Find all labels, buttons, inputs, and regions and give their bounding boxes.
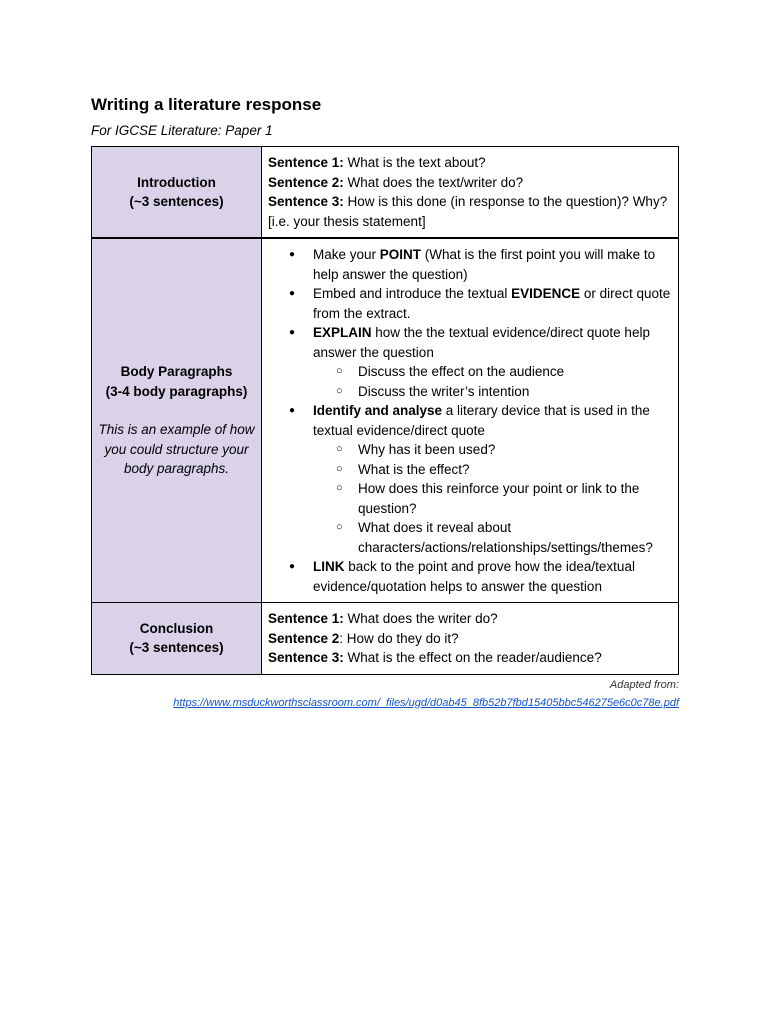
page-subtitle: For IGCSE Literature: Paper 1 — [91, 123, 273, 138]
conclusion-sentence-3 — [268, 648, 672, 668]
bullet-analyse-detail: a literary device that is used in the textual evidence/direct quote — [313, 403, 650, 438]
intro-label-cell — [92, 147, 262, 239]
bullet-evidence-detail: or direct quote from the extract. — [313, 286, 671, 321]
conclusion-row — [92, 603, 679, 675]
conclusion-label: Conclusion — [139, 620, 214, 636]
body-bullet-list — [268, 245, 672, 596]
bullet-explain-detail: how the the textual evidence/direct quote help answer the question — [313, 325, 650, 360]
explain-sub-list — [313, 362, 672, 401]
conclusion-sublabel: (~3 sentences) — [129, 640, 224, 656]
bullet-analyse — [313, 401, 672, 557]
intro-sentence-1 — [268, 153, 672, 173]
intro-sentence-2 — [268, 173, 672, 193]
intro-sentence-3-label: Sentence 3: — [268, 194, 344, 209]
conclusion-sentence-2-label: Sentence 2 — [268, 630, 340, 646]
intro-content-cell — [262, 147, 679, 239]
intro-sentence-1-text: What is the text about? — [343, 155, 486, 170]
conclusion-sentence-2 — [268, 629, 672, 649]
intro-label: Introduction — [137, 174, 216, 190]
analyse-sub-list — [313, 440, 672, 557]
bullet-point — [313, 245, 672, 284]
bullet-point-detail: (What is the first point you will make to help answer the question) — [313, 247, 656, 282]
conclusion-sentence-3-text: What is the effect on the reader/audience? — [343, 650, 602, 665]
conclusion-content-cell — [262, 603, 679, 675]
analyse-sub-item: ○ What is the effect? — [358, 460, 672, 480]
conclusion-label-cell — [92, 603, 262, 675]
bullet-point-keyword: POINT — [379, 247, 422, 262]
conclusion-sentence-1-text: What does the writer do? — [343, 611, 498, 626]
analyse-sub-item: ○ What does it reveal about characters/actions/relationships/settings/themes? — [358, 518, 672, 557]
explain-sub-item: ○ Discuss the writer’s intention — [358, 382, 672, 402]
body-label: Body Paragraphs — [120, 364, 233, 380]
bullet-explain — [313, 323, 672, 401]
page-title: Writing a literature response — [91, 95, 322, 114]
intro-sentence-3 — [268, 192, 672, 231]
body-sublabel: (3-4 body paragraphs) — [105, 383, 248, 399]
conclusion-sentence-1 — [268, 609, 672, 629]
conclusion-sentence-3-label: Sentence 3: — [268, 650, 344, 665]
body-label-cell — [92, 238, 262, 603]
bullet-evidence — [313, 284, 672, 323]
bullet-point-text: Make your — [313, 247, 380, 262]
bullet-evidence-text: Embed and introduce the textual — [313, 286, 512, 301]
body-note: This is an example of how you could structure your body paragraphs. — [98, 422, 255, 477]
intro-sentence-3-text: How is this done (in response to the question)? Why? [i.e. your thesis statement] — [268, 194, 668, 229]
intro-sentence-2-text: What does the text/writer do? — [343, 174, 524, 190]
analyse-sub-item: ○ Why has it been used? — [358, 440, 672, 460]
intro-sublabel: (~3 sentences) — [129, 194, 224, 209]
bullet-evidence-keyword: EVIDENCE — [511, 286, 581, 301]
bullet-explain-keyword: EXPLAIN — [313, 325, 372, 340]
conclusion-sentence-2-text: : How do they do it? — [339, 630, 459, 646]
explain-sub-item: ○ Discuss the effect on the audience — [358, 362, 672, 382]
conclusion-sentence-1-label: Sentence 1: — [268, 611, 344, 626]
intro-row — [92, 147, 679, 239]
intro-sentence-2-label: Sentence 2: — [268, 174, 344, 190]
intro-sentence-1-label: Sentence 1: — [268, 155, 344, 170]
adapted-from-label: Adapted from: — [609, 678, 679, 691]
bullet-analyse-keyword: Identify and analyse — [313, 403, 443, 418]
source-link[interactable]: https://www.msduckworthsclassroom.com/_files/ugd/d0ab45_8fb52b7fbd15405bbc546275e6c0c78e.pdf — [173, 696, 679, 709]
structure-table — [91, 146, 679, 675]
bullet-link-detail: back to the point and prove how the idea/textual evidence/quotation helps to answer the question — [313, 559, 635, 594]
bullet-link — [313, 557, 672, 596]
document-page — [91, 94, 679, 712]
bullet-link-keyword: LINK — [313, 559, 345, 574]
body-row — [92, 238, 679, 603]
analyse-sub-item: ○ How does this reinforce your point or link to the question? — [358, 479, 672, 518]
body-content-cell — [262, 238, 679, 603]
